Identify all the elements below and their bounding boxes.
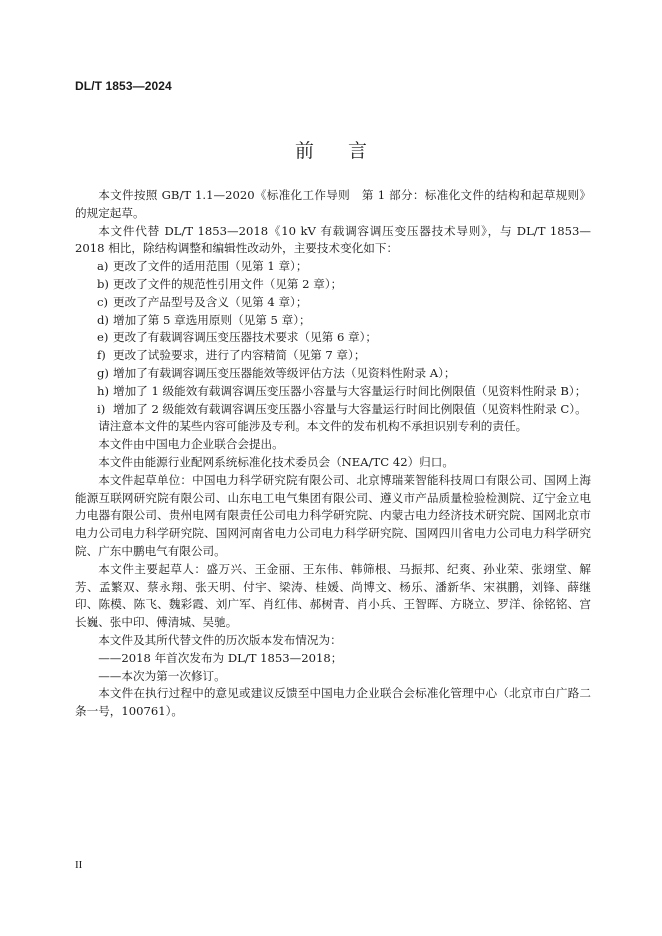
paragraph-drafters: 本文件主要起草人：盛万兴、王金丽、王东伟、韩筛根、马振邦、纪爽、孙业荣、张翊堂、解芳、孟繁双、蔡永翔、张天明、付宇、梁涛、桂媛、尚博文、杨乐、潘新华、宋祺鹏，刘锋、薛继印、陈模、陈飞、魏彩霞、刘广军、肖红伟、郝树青、肖小兵、王智晖、方晓立、罗洋、徐铭铭、宫长巍、张中印、傅清城、吴驰。 [75, 561, 591, 630]
list-item-label: c) [97, 294, 109, 309]
list-item [75, 294, 591, 312]
list-item-text: 更改了文件的规范性引用文件（见第 2 章）； [113, 276, 343, 291]
list-item [75, 365, 591, 383]
page-number: II [75, 859, 83, 871]
paragraph-committee: 本文件由能源行业配网系统标准化技术委员会（NEA/TC 42）归口。 [98, 454, 454, 469]
list-item-text: 增加了 2 级能效有载调容调压变压器小容量与大容量运行时间比例限值（见资料性附录 C）。 [113, 401, 587, 416]
list-item-label: g) [97, 365, 109, 380]
paragraph-patent-notice: 请注意本文件的某些内容可能涉及专利。本文件的发布机构不承担识别专利的责任。 [98, 419, 528, 434]
document-body [75, 187, 591, 721]
list-item-text: 更改了产品型号及含义（见第 4 章）； [113, 294, 308, 309]
list-item-text: 更改了有载调容调压变压器技术要求（见第 6 章）； [113, 330, 378, 345]
list-item-label: i) [97, 401, 106, 416]
paragraph-proposer: 本文件由中国电力企业联合会提出。 [98, 437, 284, 452]
list-item-label: f) [97, 348, 106, 363]
document-number: DL/T 1853—2024 [75, 79, 172, 93]
paragraph-feedback: 本文件在执行过程中的意见或建议反馈至中国电力企业联合会标准化管理中心（北京市白广路二条一号，100761）。 [75, 686, 591, 719]
page-title: 前言 [294, 140, 401, 162]
paragraph-history-revision: ——本次为第一次修订。 [98, 668, 226, 683]
list-item-label: e) [97, 330, 109, 345]
list-item [75, 383, 591, 401]
list-item [75, 276, 591, 294]
list-item-label: b) [97, 276, 109, 291]
paragraph-history-intro: 本文件及其所代替文件的历次版本发布情况为： [98, 632, 342, 647]
list-item-label: d) [97, 312, 109, 327]
list-item-text: 增加了有载调容调压变压器能效等级评估方法（见资料性附录 A）； [113, 365, 456, 380]
list-item [75, 258, 591, 276]
list-item-text: 增加了 1 级能效有载调容调压变压器小容量与大容量运行时间比例限值（见资料性附录 B）； [113, 383, 587, 398]
list-item [75, 312, 591, 330]
paragraph-replacement: 本文件代替 DL/T 1853—2018《10 kV 有载调容调压变压器技术导则》，与 DL/T 1853—2018 相比，除结构调整和编辑性改动外，主要技术变化如下： [75, 223, 591, 256]
paragraph-basis: 本文件按照 GB/T 1.1—2020《标准化工作导则 第 1 部分：标准化文件的结构和起草规则》的规定起草。 [75, 188, 591, 220]
list-item [75, 329, 591, 347]
list-item-text: 增加了第 5 章选用原则（见第 5 章）； [113, 312, 311, 327]
list-item-label: h) [97, 383, 109, 398]
list-item-text: 更改了试验要求，进行了内容精简（见第 7 章）； [113, 348, 366, 363]
list-item [75, 401, 591, 419]
paragraph-drafting-units: 本文件起草单位：中国电力科学研究院有限公司、北京博瑞莱智能科技周口有限公司、国网上海能源互联网研究院有限公司、山东电工电气集团有限公司、遵义市产品质量检验检测院、辽宁金立电力电器有限公司、贵州电网有限责任公司电力科学研究院、内蒙古电力经济技术研究院、国网北京市电力公司电力科学研究院、国网河南省电力公司电力科学研究院、国网四川省电力公司电力科学研究院、广东中鹏电气有限公司。 [75, 472, 591, 558]
list-item-text: 更改了文件的适用范围（见第 1 章）； [113, 259, 308, 274]
paragraph-history-first: ——2018 年首次发布为 DL/T 1853—2018； [98, 650, 343, 665]
list-item-label: a) [97, 259, 109, 274]
list-item [75, 347, 591, 365]
